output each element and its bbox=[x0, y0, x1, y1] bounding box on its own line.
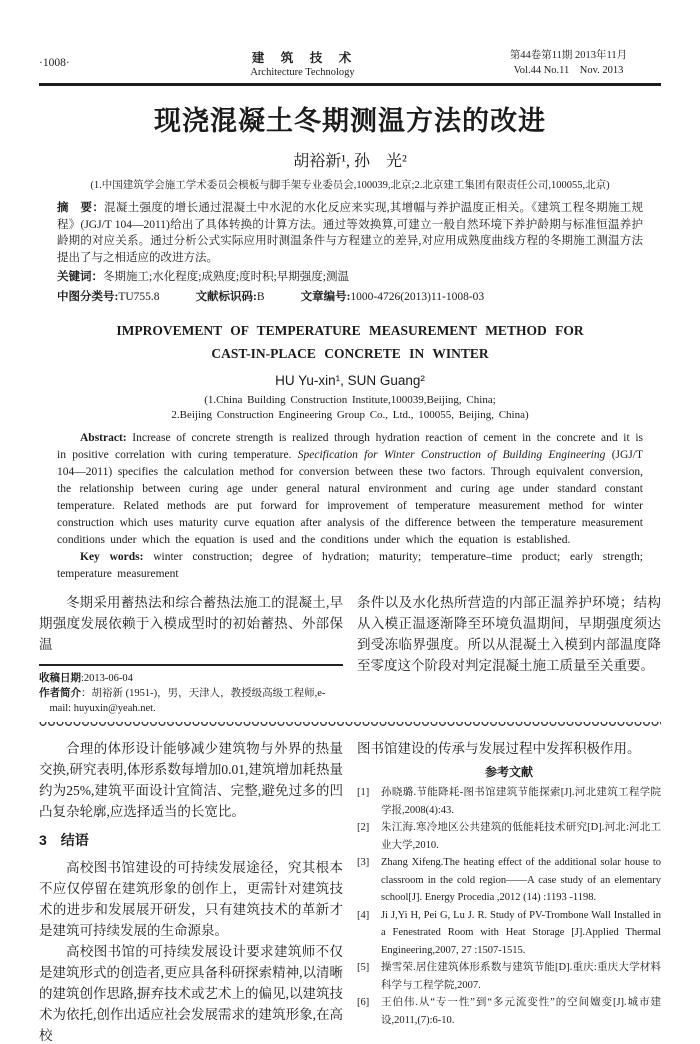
abstract-label-en: Abstract: bbox=[80, 432, 127, 444]
document-code: 文献标识码:B bbox=[195, 291, 265, 303]
references-list bbox=[357, 784, 661, 1029]
right-column bbox=[357, 592, 661, 716]
keywords-text-cn: 冬期施工;水化程度;成熟度;度时积;早期强度;测温 bbox=[103, 271, 349, 283]
footnote-box bbox=[39, 664, 343, 716]
affiliation-en-line1: (1.China Building Construction Institute,100039,Beijing, China; bbox=[204, 394, 496, 406]
issue-info-en: Vol.44 No.11 Nov. 2013 bbox=[513, 65, 624, 76]
second-left-column bbox=[39, 738, 343, 1044]
abstract-text-cn: 混凝土强度的增长通过混凝土中水泥的水化反应来实现,其增幅与养护温度正相关。《建筑工程冬期施工规程》(JGJ/T 104—2011)给出了具体转换的计算方法。通过等效换算,可建立一般自然环境下养护龄期与标准恒温养护龄期的对应关系。通过分析公式实际应用时测温条件与方程建立的差异,对应用成熟度曲线方程的冬期施工测温方法提出了与之相适应的改进方法。 bbox=[57, 202, 644, 264]
keywords-label-en: Key words: bbox=[80, 551, 144, 563]
reference-item: [2] 朱江海.寒冷地区公共建筑的低能耗技术研究[D].河北:河北工业大学,2010. bbox=[357, 822, 661, 851]
issue-info bbox=[476, 48, 661, 78]
reference-item: [6] 王伯伟.从“专一性”到“多元流变性”的空间嬗变[J].城市建设,2011,(7):6-10. bbox=[357, 997, 661, 1026]
abstract-label-cn: 摘 要： bbox=[57, 202, 105, 214]
section-heading: 3 结语 bbox=[39, 832, 89, 848]
page-number: ·1008· bbox=[39, 57, 70, 69]
authors-en: HU Yu-xin¹, SUN Guang² bbox=[275, 373, 425, 388]
left-column bbox=[39, 592, 343, 716]
article-title-en bbox=[39, 319, 661, 365]
article-separator bbox=[39, 722, 661, 729]
received-date: 收稿日期:2013-06-04 bbox=[39, 673, 133, 684]
reference-item: [3] Zhang Xifeng.The heating effect of the additional solar house to classroom in the cold region——A case study of an elementary school[J]. Energy Procedia ,2012 (14) :1193 -1198. bbox=[357, 857, 661, 903]
page-header bbox=[39, 48, 661, 78]
references-title: 参考文献 bbox=[484, 765, 533, 779]
article-title-en-line2: CAST-IN-PLACE CONCRETE IN WINTER bbox=[211, 346, 489, 361]
keywords-label-cn: 关键词： bbox=[57, 271, 103, 283]
reference-item: [1] 孙晓璐.节能降耗-图书馆建筑节能探索[J].河北建筑工程学院学报,2008(4):43. bbox=[357, 787, 661, 816]
authors-cn: 胡裕新¹, 孙 光² bbox=[293, 153, 407, 170]
affiliation-en bbox=[39, 393, 661, 423]
classification-row bbox=[57, 289, 643, 306]
body-columns bbox=[39, 592, 661, 716]
header-rule bbox=[39, 83, 661, 86]
second-paragraph-1: 合理的体形设计能够减少建筑物与外界的热量交换,研究表明,体形系数每增加0.01,建筑增加耗热量约为25%,建筑平面设计宜简洁、完整,避免过多的凹凸复杂轮廓,应选择适当的长宽比。 bbox=[39, 741, 343, 819]
clc-number: 中图分类号:TU755.8 bbox=[57, 291, 160, 303]
journal-title-cn: 建 筑 技 术 bbox=[251, 51, 354, 65]
journal-title-en: Architecture Technology bbox=[250, 67, 355, 78]
keywords-en: Key words: winter construction; degree of hydration; maturity; temperature–time product; early strength; temperature measurement bbox=[57, 551, 643, 580]
second-article-columns bbox=[39, 738, 661, 1044]
affiliation-en-line2: 2.Beijing Construction Engineering Group Co., Ltd., 100055, Beijing, China) bbox=[171, 409, 529, 421]
abstract-en bbox=[57, 430, 643, 583]
author-bio: 作者简介：胡裕新 (1951-)，男，天津人，教授级高级工程师,e-mail: huyuxin@yeah.net. bbox=[39, 688, 326, 714]
journal-masthead bbox=[129, 48, 476, 78]
abstract-en-paragraph: Abstract: Increase of concrete strength is realized through hydration reaction of cement in the concrete and it is in positive correlation with curing temperature. Specification for Winter Construction of Building Engineering (JGJ/T 104—2011) specifies the calculation method for conversion between these two factors. Through equivalent conversion, the relationship between curing age under general natural environment and curing age under standard constant temperature. Related methods are put forward for improvement of temperature measurement method for winter construction which uses maturity curve equation after analysis of the difference between the temperature measurement conditions under which the equation is used and the conditions under which the equation is established. bbox=[57, 432, 643, 546]
reference-item: [4] Ji J,Yi H, Pei G, Lu J. R. Study of PV-Trombone Wall Installed in a Fenestrated Room with Heat Storage [J].Applied Thermal Engineering,2007, 27 :1507-1515. bbox=[357, 909, 661, 956]
second-right-column bbox=[357, 738, 661, 1044]
affiliation-cn: (1.中国建筑学会施工学术委员会模板与脚手架专业委员会,100039,北京;2.北京建工集团有限责任公司,100055,北京) bbox=[90, 180, 610, 191]
article-title-cn: 现浇混凝土冬期测温方法的改进 bbox=[154, 106, 546, 136]
second-paragraph-3: 高校图书馆的可持续发展设计要求建筑师不仅是建筑形式的创造者,更应具备科研探索精神,以清晰的建筑创作思路,摒弃技术或艺术上的偏见,以建筑技术为依托,创作出适应社会发展需求的建筑形象,在高校 bbox=[39, 944, 343, 1043]
body-paragraph-right: 条件以及水化热所营造的内部正温养护环境；结构从入模正温逐渐降至环境负温期间，早期强度须达到受冻临界强度。所以从混凝土入模到内部温度降至零度这个阶段对判定混凝土施工质量至关重要。 bbox=[357, 595, 661, 673]
body-paragraph-left: 冬期采用蓄热法和综合蓄热法施工的混凝土,早期强度发展依赖于入模成型时的初始蓄热、外部保温 bbox=[39, 595, 343, 652]
cited-standard-title: Specification for Winter Construction of Building Engineering bbox=[297, 449, 606, 461]
second-paragraph-2: 高校图书馆建设的可持续发展途径，究其根本不应仅停留在建筑形象的创作上，更需针对建筑技术的进步和发展展开研发，只有建筑技术的革新才是建筑可持续发展的生命源泉。 bbox=[39, 860, 343, 938]
reference-item: [5] 操雪荣.居住建筑体形系数与建筑节能[D].重庆:重庆大学材料科学与工程学院,2007. bbox=[357, 962, 661, 991]
keywords-cn bbox=[57, 269, 643, 286]
issue-info-cn: 第44卷第11期 2013年11月 bbox=[509, 50, 628, 61]
article-title-en-line1: IMPROVEMENT OF TEMPERATURE MEASUREMENT METHOD FOR bbox=[116, 323, 584, 338]
article-id: 文章编号:1000-4726(2013)11-1008-03 bbox=[300, 291, 485, 303]
second-paragraph-right: 图书馆建设的传承与发展过程中发挥积极作用。 bbox=[357, 741, 641, 756]
abstract-cn bbox=[57, 200, 643, 266]
